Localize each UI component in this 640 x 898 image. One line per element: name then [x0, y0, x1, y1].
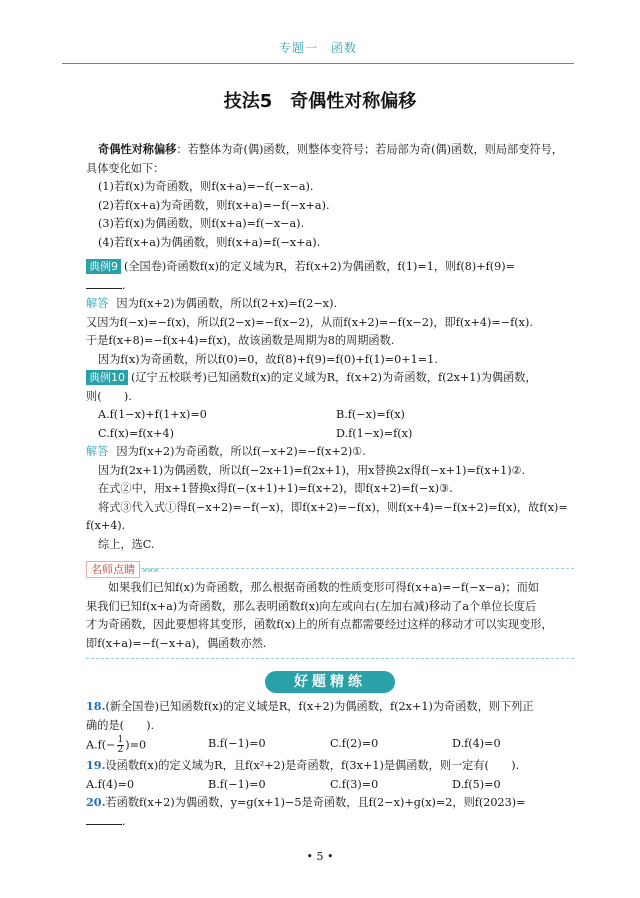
example10-answer-line-2: 因为f(2x+1)为偶函数，所以f(−2x+1)=f(2x+1)，用x替换2x得f(−x+1)=f(x+1)②.	[98, 463, 526, 477]
choice-c: C.f(x)=f(x+4)	[98, 426, 174, 440]
tip-arrows-icon: »»»	[142, 566, 159, 576]
intro-text-1: ：若整体为奇(偶)函数，则整体变符号；若局部为奇(偶)函数，则局部变符号，	[176, 143, 563, 156]
example9-period: .	[122, 278, 126, 292]
q18-choice-b: B.f(−1)=0	[208, 737, 266, 751]
example10-answer-line-4: 将式③代入式①得f(−x+2)=−f(−x)，即f(x+2)=−f(x)，则f(x+4)=−f(x+2)=f(x)，故f(x)=	[98, 500, 568, 514]
q19-choice-c: C.f(3)=0	[330, 777, 379, 791]
intro-line-1	[86, 142, 574, 161]
q18-line-2: 确的是( ).	[86, 718, 155, 732]
q19-choice-b: B.f(−1)=0	[208, 777, 266, 791]
q20-number: 20.	[86, 795, 106, 810]
choice-b: B.f(−x)=f(x)	[336, 408, 405, 421]
example9-tag: 典例9	[86, 259, 121, 274]
main-content	[86, 142, 574, 832]
answer-blank	[86, 814, 122, 825]
page-title: 技法5 奇偶性对称偏移	[223, 91, 417, 112]
q18-choice-c: C.f(2)=0	[330, 737, 379, 751]
q18-choice-a-prefix: A.f(−	[86, 738, 116, 752]
example9-answer-line-4: 因为f(x)为奇函数，所以f(0)=0，故f(8)+f(9)=f(0)+f(1)=0+1=1.	[98, 352, 438, 366]
choice-d: D.f(1−x)=f(x)	[336, 426, 413, 440]
tip-bottom-rule	[86, 658, 574, 659]
tip-label: 名师点睛	[86, 561, 140, 578]
q18-choice-a-suffix: )=0	[125, 738, 147, 752]
rule-2: (2)若f(x+a)为奇函数，则f(x+a)=−f(−x+a).	[98, 198, 330, 212]
rule-4: (4)若f(x+a)为偶函数，则f(x+a)=f(−x+a).	[98, 235, 321, 249]
q19-number: 19.	[86, 758, 106, 773]
fraction-denominator: 2	[117, 745, 124, 756]
example10-answer-line-1	[86, 444, 574, 463]
q20-text-1: 若函数f(x+2)为偶函数，y=g(x+1)−5是奇函数，且f(2−x)+g(x)=2，则f(2023)=	[105, 796, 526, 810]
answer-label: 解答	[86, 297, 109, 310]
q19-choice-d: D.f(5)=0	[452, 777, 501, 791]
q20-period: .	[122, 814, 126, 828]
example9-answer-line-3: 于是f(x+8)=−f(x+4)=f(x)，故该函数是周期为8的周期函数.	[86, 334, 395, 347]
tip-line-3: 才为奇函数，因此要想将其变形，函数f(x)上的所有点都需要经过这样的移动才可以实现变形，	[86, 618, 553, 632]
q18-number: 18.	[86, 699, 106, 714]
example10-question-line-2: 则( ).	[86, 389, 132, 403]
q18-choice-d: D.f(4)=0	[452, 737, 501, 751]
example9-answer-line-1	[86, 296, 574, 315]
running-header: 专题一 函数	[278, 41, 357, 55]
q18-choice-a	[86, 736, 208, 758]
q19-choices	[86, 777, 574, 796]
rule-1: (1)若f(x)为奇函数，则f(x+a)=−f(−x−a).	[98, 180, 314, 193]
example9-question-line-1	[86, 259, 574, 278]
tip-line-2: 果我们已知f(x+a)为奇函数，那么表明函数f(x)向左或向右(左加右减)移动了a个单位长度后	[86, 599, 537, 613]
q20-line-2	[86, 814, 574, 833]
example10-answer-line-5: f(x+4).	[86, 519, 126, 532]
q18-text-1: (新全国卷)已知函数f(x)的定义域是R，f(x+2)为偶函数，f(2x+1)为奇函数，则下列正	[105, 700, 534, 714]
choice-a: A.f(1−x)+f(1+x)=0	[98, 408, 207, 421]
example10-answer-line-3: 在式②中，用x+1替换x得f(−(x+1)+1)=f(x+2)，即f(x+2)=f(−x)③.	[98, 482, 453, 495]
fraction	[117, 736, 125, 755]
example10-question-line-1	[86, 370, 574, 389]
q19-line-1	[86, 758, 574, 777]
tip-text	[86, 580, 574, 654]
q20-line-1	[86, 795, 574, 814]
section-banner: 好题精练	[265, 671, 395, 693]
example10-choices-row-1	[86, 407, 574, 426]
example10-answer-text-1: 因为f(x+2)为奇函数，所以f(−x+2)=−f(x+2)①.	[116, 445, 366, 458]
intro-term: 奇偶性对称偏移	[98, 142, 177, 156]
q19-text-1: 设函数f(x)的定义域为R，且f(x²+2)是奇函数，f(3x+1)是偶函数，则一定有( ).	[105, 759, 520, 773]
example10-tag: 典例10	[86, 370, 128, 385]
example10-answer-line-6: 综上，选C.	[98, 537, 155, 551]
q19-choice-a: A.f(4)=0	[86, 777, 135, 791]
q18-line-1	[86, 699, 574, 718]
intro-line-2: 具体变化如下：	[86, 161, 165, 175]
answer-label: 解答	[86, 445, 109, 458]
example9-answer-text-1: 因为f(x+2)为偶函数，所以f(2+x)=f(2−x).	[116, 297, 338, 310]
page-number: • 5 •	[306, 850, 334, 863]
header-divider	[62, 63, 574, 64]
answer-blank	[86, 278, 122, 289]
example10-question-text: (辽宁五校联考)已知函数f(x)的定义域为R，f(x+2)为奇函数，f(2x+1)为偶函数，	[131, 371, 537, 384]
example9-question-line-2	[86, 278, 574, 297]
tip-box	[86, 561, 574, 659]
tip-line-1: 如果我们已知f(x)为奇函数，那么根据奇函数的性质变形可得f(x+a)=−f(−x−a)；而如	[108, 581, 539, 595]
example9-question-text: (全国卷)奇函数f(x)的定义域为R，若f(x+2)为偶函数，f(1)=1，则f(8)+f(9)=	[124, 260, 515, 273]
tip-line-4: 即f(x+a)=−f(−x+a)，偶函数亦然.	[86, 636, 267, 650]
rule-3: (3)若f(x)为偶函数，则f(x+a)=f(−x−a).	[98, 217, 305, 230]
example10-choices-row-2	[86, 426, 574, 445]
q18-choices	[86, 736, 574, 758]
tip-top-rule	[86, 568, 574, 570]
example9-answer-line-2: 又因为f(−x)=−f(x)，所以f(2−x)=−f(x−2)，从而f(x+2)=−f(x−2)，即f(x+4)=−f(x).	[86, 315, 533, 329]
fraction-numerator: 1	[117, 735, 124, 746]
